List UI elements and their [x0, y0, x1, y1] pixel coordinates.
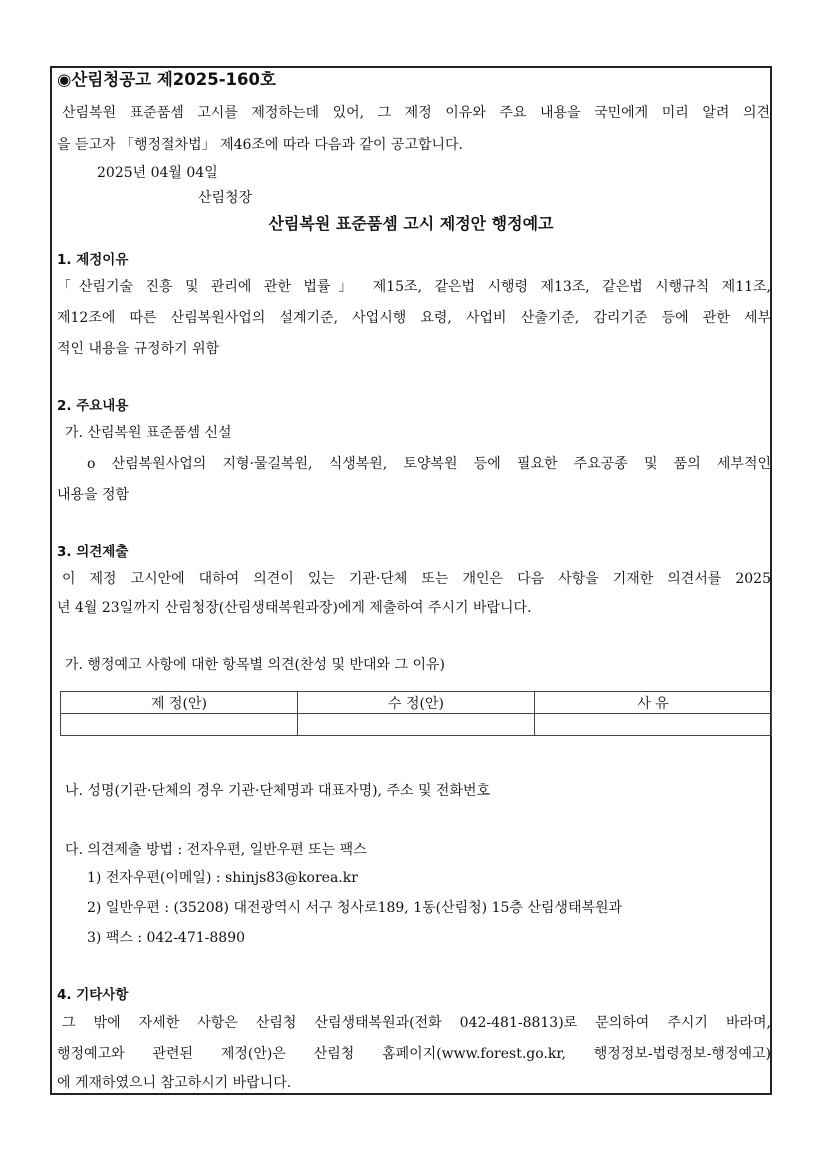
section-2-heading: 2. 주요내용 — [57, 398, 129, 414]
table-header-enact: 제 정(안) — [61, 692, 298, 714]
table-row — [61, 714, 772, 736]
section-3-item-b: 나. 성명(기관·단체의 경우 기관·단체명과 대표자명), 주소 및 전화번호 — [65, 783, 491, 799]
opinion-form-table — [60, 691, 772, 736]
table-header-row — [61, 692, 772, 714]
section-4-line-2: 행정예고와 관련된 제정(안)은 산림청 홈페이지(www.forest.go.kr, 행정정보-법령정보-행정예고) — [57, 1046, 771, 1062]
notice-issuer: 산림청장 — [198, 190, 253, 206]
section-3-item-c: 다. 의견제출 방법 : 전자우편, 일반우편 또는 팩스 — [65, 842, 367, 858]
document-title: 산림복원 표준품셈 고시 제정안 행정예고 — [268, 214, 554, 233]
section-3-line-1: 이 제정 고시안에 대하여 의견이 있는 기관·단체 또는 개인은 다음 사항을 기재한 의견서를 2025 — [62, 571, 771, 587]
section-1-line-1: 「산림기술 진흥 및 관리에 관한 법률」 제15조, 같은법 시행령 제13조, 같은법 시행규칙 제11조, — [57, 279, 771, 295]
section-4-heading: 4. 기타사항 — [57, 987, 129, 1003]
section-2-item-a: 가. 산림복원 표준품셈 신설 — [65, 425, 232, 441]
submission-method-mail: 2) 일반우편 : (35208) 대전광역시 서구 청사로189, 1동(산림청) 15층 산림생태복원과 — [87, 900, 623, 916]
table-cell — [61, 714, 298, 736]
table-cell — [298, 714, 535, 736]
table-header-reason: 사 유 — [535, 692, 772, 714]
section-3-item-a: 가. 행정예고 사항에 대한 항목별 의견(찬성 및 반대와 그 이유) — [65, 657, 446, 673]
submission-method-email: 1) 전자우편(이메일) : shinjs83@korea.kr — [87, 870, 358, 886]
notice-frame — [50, 66, 772, 1095]
intro-text-line-2: 을 듣고자 「행정절차법」 제46조에 따라 다음과 같이 공고합니다. — [57, 137, 463, 153]
notice-date: 2025년 04월 04일 — [97, 165, 218, 181]
section-2-bullet-line-1: o 산림복원사업의 지형·물길복원, 식생복원, 토양복원 등에 필요한 주요공종 및 품의 세부적인 — [87, 456, 771, 472]
section-4-line-3: 에 게재하였으니 참고하시기 바랍니다. — [57, 1075, 292, 1091]
section-3-heading: 3. 의견제출 — [57, 544, 129, 560]
section-1-line-2: 제12조에 따른 산림복원사업의 설계기준, 사업시행 요령, 사업비 산출기준, 감리기준 등에 관한 세부 — [57, 310, 771, 326]
table-cell — [535, 714, 772, 736]
submission-method-fax: 3) 팩스 : 042-471-8890 — [87, 930, 246, 946]
section-1-line-3: 적인 내용을 규정하기 위함 — [57, 341, 220, 357]
section-1-heading: 1. 제정이유 — [57, 252, 129, 268]
section-3-line-2: 년 4월 23일까지 산림청장(산림생태복원과장)에게 제출하여 주시기 바랍니다. — [57, 600, 532, 616]
notice-number-title: ◉산림청공고 제2025-160호 — [57, 70, 276, 89]
intro-text-line-1: 산림복원 표준품셈 고시를 제정하는데 있어, 그 제정 이유와 주요 내용을 국민에게 미리 알려 의견 — [62, 105, 770, 121]
section-4-line-1: 그 밖에 자세한 사항은 산림청 산림생태복원과(전화 042-481-8813)로 문의하여 주시기 바라며, — [62, 1015, 771, 1031]
section-2-bullet-line-2: 내용을 정함 — [57, 487, 130, 503]
table-header-revise: 수 정(안) — [298, 692, 535, 714]
